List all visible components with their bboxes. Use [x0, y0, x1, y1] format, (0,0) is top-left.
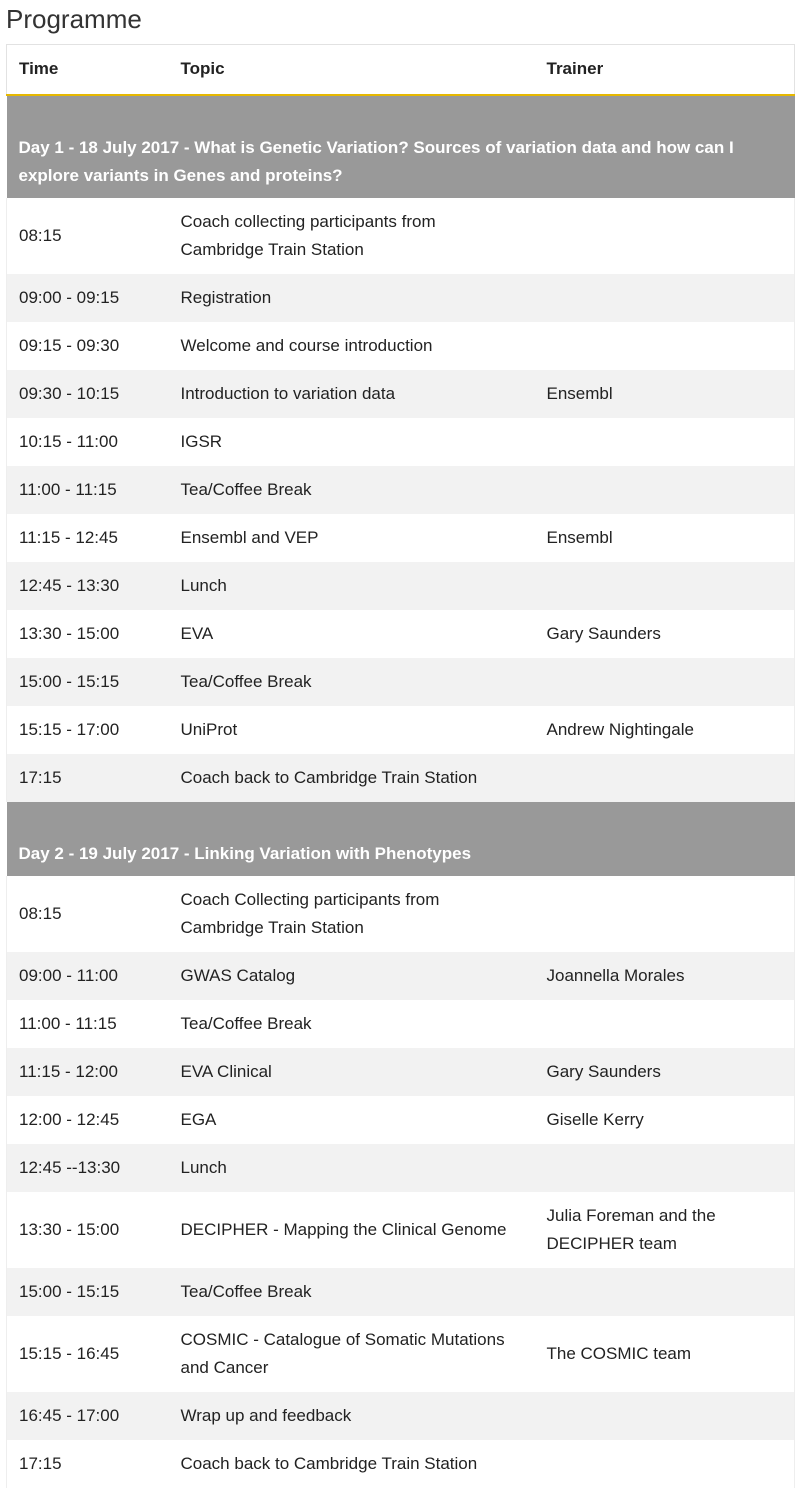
table-header: [7, 45, 795, 95]
session-trainer: The COSMIC team: [535, 1316, 795, 1392]
session-row: [7, 876, 795, 952]
session-trainer: Gary Saunders: [535, 1048, 795, 1096]
session-trainer: Giselle Kerry: [535, 1096, 795, 1144]
session-time: 15:00 - 15:15: [7, 658, 169, 706]
session-time: 09:15 - 09:30: [7, 322, 169, 370]
session-topic: Introduction to variation data: [169, 370, 535, 418]
session-topic: GWAS Catalog: [169, 952, 535, 1000]
session-row: [7, 1440, 795, 1488]
session-trainer: [535, 658, 795, 706]
session-time: 11:00 - 11:15: [7, 466, 169, 514]
session-topic: Coach back to Cambridge Train Station: [169, 754, 535, 802]
session-trainer: Ensembl: [535, 514, 795, 562]
session-trainer: [535, 1392, 795, 1440]
session-trainer: Ensembl: [535, 370, 795, 418]
session-row: [7, 1048, 795, 1096]
session-topic: DECIPHER - Mapping the Clinical Genome: [169, 1192, 535, 1268]
session-row: [7, 610, 795, 658]
session-time: 09:00 - 09:15: [7, 274, 169, 322]
session-row: [7, 466, 795, 514]
session-topic: EVA: [169, 610, 535, 658]
session-topic: Coach collecting participants from Cambridge Train Station: [169, 198, 535, 274]
session-row: [7, 658, 795, 706]
header-trainer: Trainer: [535, 45, 795, 95]
session-row: [7, 562, 795, 610]
session-time: 17:15: [7, 1440, 169, 1488]
session-time: 17:15: [7, 754, 169, 802]
header-time: Time: [7, 45, 169, 95]
session-row: [7, 1268, 795, 1316]
session-row: [7, 1316, 795, 1392]
session-row: [7, 198, 795, 274]
header-row: [7, 45, 795, 95]
session-row: [7, 952, 795, 1000]
session-row: [7, 370, 795, 418]
programme-table: [6, 44, 795, 1488]
session-time: 10:15 - 11:00: [7, 418, 169, 466]
session-row: [7, 706, 795, 754]
session-trainer: [535, 466, 795, 514]
session-time: 13:30 - 15:00: [7, 1192, 169, 1268]
session-trainer: Julia Foreman and the DECIPHER team: [535, 1192, 795, 1268]
session-time: 12:45 - 13:30: [7, 562, 169, 610]
session-time: 09:30 - 10:15: [7, 370, 169, 418]
session-trainer: [535, 1268, 795, 1316]
session-time: 11:00 - 11:15: [7, 1000, 169, 1048]
session-time: 16:45 - 17:00: [7, 1392, 169, 1440]
session-trainer: [535, 322, 795, 370]
session-row: [7, 514, 795, 562]
session-topic: Tea/Coffee Break: [169, 1268, 535, 1316]
session-trainer: Gary Saunders: [535, 610, 795, 658]
programme-body: [7, 95, 795, 1488]
session-time: 15:15 - 17:00: [7, 706, 169, 754]
session-trainer: Andrew Nightingale: [535, 706, 795, 754]
session-topic: IGSR: [169, 418, 535, 466]
session-row: [7, 1144, 795, 1192]
session-trainer: [535, 1144, 795, 1192]
session-row: [7, 418, 795, 466]
session-trainer: [535, 198, 795, 274]
session-topic: Ensembl and VEP: [169, 514, 535, 562]
session-topic: COSMIC - Catalogue of Somatic Mutations and Cancer: [169, 1316, 535, 1392]
session-time: 13:30 - 15:00: [7, 610, 169, 658]
header-topic: Topic: [169, 45, 535, 95]
session-row: [7, 1192, 795, 1268]
session-time: 08:15: [7, 876, 169, 952]
session-topic: Welcome and course introduction: [169, 322, 535, 370]
session-time: 11:15 - 12:00: [7, 1048, 169, 1096]
day-header-row: [7, 802, 795, 876]
session-time: 12:45 --13:30: [7, 1144, 169, 1192]
page-title: Programme: [6, 4, 142, 34]
session-topic: EVA Clinical: [169, 1048, 535, 1096]
session-topic: Tea/Coffee Break: [169, 1000, 535, 1048]
session-trainer: [535, 876, 795, 952]
session-time: 15:00 - 15:15: [7, 1268, 169, 1316]
day-header-row: [7, 95, 795, 198]
session-topic: Coach back to Cambridge Train Station: [169, 1440, 535, 1488]
day-title: Day 2 - 19 July 2017 - Linking Variation with Phenotypes: [7, 802, 795, 876]
session-topic: EGA: [169, 1096, 535, 1144]
session-trainer: Joannella Morales: [535, 952, 795, 1000]
session-trainer: [535, 754, 795, 802]
session-topic: Registration: [169, 274, 535, 322]
session-trainer: [535, 274, 795, 322]
session-row: [7, 1392, 795, 1440]
session-time: 11:15 - 12:45: [7, 514, 169, 562]
session-topic: Coach Collecting participants from Cambridge Train Station: [169, 876, 535, 952]
session-topic: Lunch: [169, 1144, 535, 1192]
session-trainer: [535, 562, 795, 610]
session-topic: Lunch: [169, 562, 535, 610]
session-time: 09:00 - 11:00: [7, 952, 169, 1000]
session-row: [7, 322, 795, 370]
session-trainer: [535, 418, 795, 466]
session-topic: UniProt: [169, 706, 535, 754]
session-row: [7, 274, 795, 322]
day-title: Day 1 - 18 July 2017 - What is Genetic Variation? Sources of variation data and how can I explore variants in Genes and proteins?: [7, 95, 795, 198]
session-time: 08:15: [7, 198, 169, 274]
session-trainer: [535, 1440, 795, 1488]
session-row: [7, 754, 795, 802]
session-topic: Tea/Coffee Break: [169, 466, 535, 514]
session-topic: Wrap up and feedback: [169, 1392, 535, 1440]
session-row: [7, 1000, 795, 1048]
session-time: 15:15 - 16:45: [7, 1316, 169, 1392]
session-topic: Tea/Coffee Break: [169, 658, 535, 706]
session-row: [7, 1096, 795, 1144]
session-time: 12:00 - 12:45: [7, 1096, 169, 1144]
session-trainer: [535, 1000, 795, 1048]
